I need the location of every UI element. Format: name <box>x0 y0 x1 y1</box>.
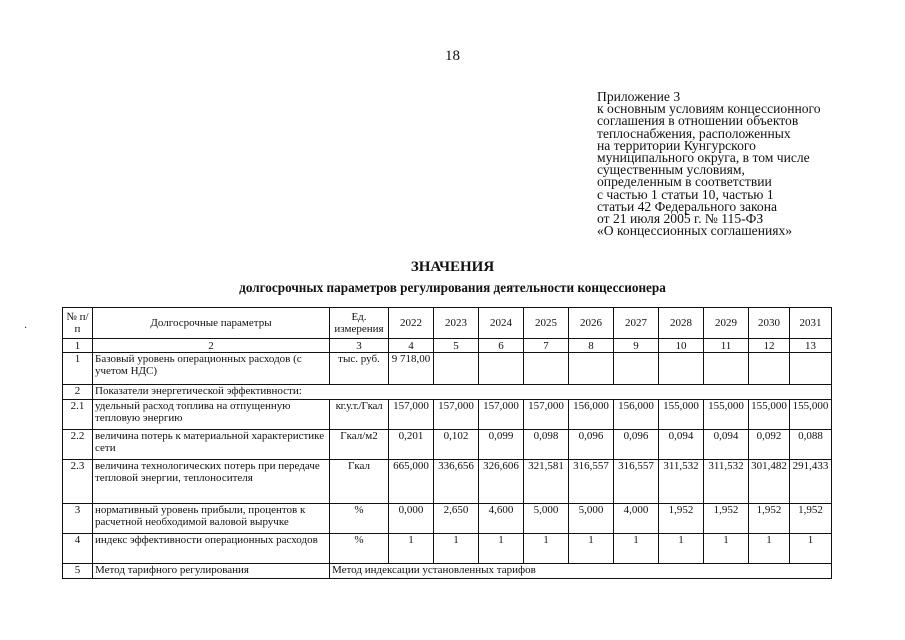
table-row <box>63 564 832 579</box>
row-number: 5 <box>63 564 93 579</box>
row-value: 1 <box>434 534 479 564</box>
row-value: 1 <box>790 534 832 564</box>
row-value: 2,650 <box>434 504 479 534</box>
row-value: 0,201 <box>389 430 434 460</box>
row-unit: тыс. руб. <box>330 353 389 385</box>
header-year: 2025 <box>524 308 569 339</box>
header-year: 2026 <box>569 308 614 339</box>
table-row <box>63 430 832 460</box>
row-value: 1 <box>524 534 569 564</box>
row-unit: Гкал <box>330 460 389 504</box>
row-value: 157,000 <box>479 400 524 430</box>
appendix-line: муниципального округа, в том числе <box>597 150 810 166</box>
row-value: 0,094 <box>704 430 749 460</box>
row-value: 0,099 <box>479 430 524 460</box>
header-unit: Ед. измерения <box>330 308 389 339</box>
row-number: 2.2 <box>63 430 93 460</box>
tariff-method-value: Метод индексации установленных тарифов <box>330 564 832 579</box>
document-title: ЗНАЧЕНИЯ <box>410 259 495 275</box>
header-year: 2024 <box>479 308 524 339</box>
row-value: 316,557 <box>569 460 614 504</box>
header-param: Долгосрочные параметры <box>93 308 330 339</box>
column-number: 3 <box>330 339 389 353</box>
header-year: 2029 <box>704 308 749 339</box>
header-year: 2023 <box>434 308 479 339</box>
appendix-line: на территории Кунгурского <box>597 137 756 153</box>
row-number: 2.3 <box>63 460 93 504</box>
row-value: 155,000 <box>790 400 832 430</box>
row-parameter: Показатели энергетической эффективности: <box>93 385 832 400</box>
row-value: 1 <box>749 534 790 564</box>
row-parameter: Метод тарифного регулирования <box>93 564 330 579</box>
row-number: 4 <box>63 534 93 564</box>
appendix-line: теплоснабжения, расположенных <box>597 125 791 141</box>
row-value: 1 <box>569 534 614 564</box>
row-value: 157,000 <box>434 400 479 430</box>
appendix-line: соглашения в отношении объектов <box>597 113 799 129</box>
appendix-line: с частью 1 статьи 10, частью 1 <box>597 186 774 202</box>
column-number: 4 <box>389 339 434 353</box>
column-number: 13 <box>790 339 832 353</box>
row-value: 0,098 <box>524 430 569 460</box>
column-number: 8 <box>569 339 614 353</box>
appendix-line: статьи 42 Федерального закона <box>597 198 778 214</box>
row-parameter: индекс эффективности операционных расходов <box>93 534 330 564</box>
appendix-line: Приложение 3 <box>597 89 681 104</box>
header-year: 2028 <box>659 308 704 339</box>
column-number: 5 <box>434 339 479 353</box>
row-value: 665,000 <box>389 460 434 504</box>
row-value: 155,000 <box>749 400 790 430</box>
appendix-line: «О концессионных соглашениях» <box>597 223 793 239</box>
header-num: № п/п <box>63 308 93 339</box>
row-value: 0,096 <box>569 430 614 460</box>
column-number: 10 <box>659 339 704 353</box>
row-unit: Гкал/м2 <box>330 430 389 460</box>
row-value: 1 <box>614 534 659 564</box>
row-value <box>524 353 569 385</box>
row-value: 301,482 <box>749 460 790 504</box>
row-value: 4,000 <box>614 504 659 534</box>
row-value <box>790 353 832 385</box>
table-row <box>63 460 832 504</box>
appendix-line: от 21 июля 2005 г. № 115-ФЗ <box>597 211 764 227</box>
row-value: 0,094 <box>659 430 704 460</box>
column-number: 1 <box>63 339 93 353</box>
header-year: 2027 <box>614 308 659 339</box>
row-value: 0,088 <box>790 430 832 460</box>
row-parameter: нормативный уровень прибыли, процентов к расчетной необходимой валовой выручке <box>93 504 330 534</box>
row-value: 1 <box>659 534 704 564</box>
appendix-block <box>597 91 897 237</box>
row-value: 1,952 <box>790 504 832 534</box>
row-value: 5,000 <box>569 504 614 534</box>
row-value <box>614 353 659 385</box>
row-value: 157,000 <box>389 400 434 430</box>
row-parameter: величина технологических потерь при передаче тепловой энергии, теплоносителя <box>93 460 330 504</box>
row-value: 321,581 <box>524 460 569 504</box>
row-value: 9 718,00 <box>389 353 434 385</box>
row-value <box>659 353 704 385</box>
row-value: 336,656 <box>434 460 479 504</box>
row-number: 3 <box>63 504 93 534</box>
table-row <box>63 353 832 385</box>
row-value <box>749 353 790 385</box>
row-value: 1 <box>389 534 434 564</box>
row-value: 4,600 <box>479 504 524 534</box>
appendix-line: к основным условиям концессионного <box>597 101 821 117</box>
column-number: 9 <box>614 339 659 353</box>
document-subtitle: долгосрочных параметров регулирования деятельности концессионера <box>239 280 666 295</box>
row-value: 0,092 <box>749 430 790 460</box>
row-value: 0,102 <box>434 430 479 460</box>
table-row <box>63 534 832 564</box>
row-value: 1,952 <box>659 504 704 534</box>
column-number: 11 <box>704 339 749 353</box>
table-row <box>63 400 832 430</box>
row-value <box>479 353 524 385</box>
row-value: 326,606 <box>479 460 524 504</box>
row-parameter: удельный расход топлива на отпущенную тепловую энергию <box>93 400 330 430</box>
row-value: 155,000 <box>704 400 749 430</box>
row-unit: кг.у.т./Гкал <box>330 400 389 430</box>
column-number: 7 <box>524 339 569 353</box>
table-header-row <box>63 308 832 339</box>
parameters-table <box>62 307 832 579</box>
column-number: 6 <box>479 339 524 353</box>
column-number: 2 <box>93 339 330 353</box>
margin-mark: · <box>24 323 28 334</box>
row-number: 2 <box>63 385 93 400</box>
table-row <box>63 385 832 400</box>
header-year: 2022 <box>389 308 434 339</box>
row-value <box>704 353 749 385</box>
page-number: 18 <box>445 48 460 64</box>
row-number: 2.1 <box>63 400 93 430</box>
appendix-line: определенным в соответствии <box>597 174 772 190</box>
header-year: 2031 <box>790 308 832 339</box>
row-value: 1,952 <box>749 504 790 534</box>
appendix-line: существенным условиям, <box>597 162 745 178</box>
column-number: 12 <box>749 339 790 353</box>
table-row <box>63 504 832 534</box>
column-number-row <box>63 339 832 353</box>
row-value: 291,433 <box>790 460 832 504</box>
row-value <box>569 353 614 385</box>
row-unit: % <box>330 504 389 534</box>
row-value: 5,000 <box>524 504 569 534</box>
row-number: 1 <box>63 353 93 385</box>
header-year: 2030 <box>749 308 790 339</box>
row-value: 1 <box>704 534 749 564</box>
row-unit: % <box>330 534 389 564</box>
row-value: 156,000 <box>614 400 659 430</box>
row-value: 0,096 <box>614 430 659 460</box>
row-parameter: величина потерь к материальной характеристике сети <box>93 430 330 460</box>
row-value: 311,532 <box>659 460 704 504</box>
row-value <box>434 353 479 385</box>
row-value: 1,952 <box>704 504 749 534</box>
row-value: 157,000 <box>524 400 569 430</box>
row-value: 1 <box>479 534 524 564</box>
row-value: 311,532 <box>704 460 749 504</box>
row-value: 155,000 <box>659 400 704 430</box>
row-value: 316,557 <box>614 460 659 504</box>
row-parameter: Базовый уровень операционных расходов (с учетом НДС) <box>93 353 330 385</box>
row-value: 156,000 <box>569 400 614 430</box>
row-value: 0,000 <box>389 504 434 534</box>
